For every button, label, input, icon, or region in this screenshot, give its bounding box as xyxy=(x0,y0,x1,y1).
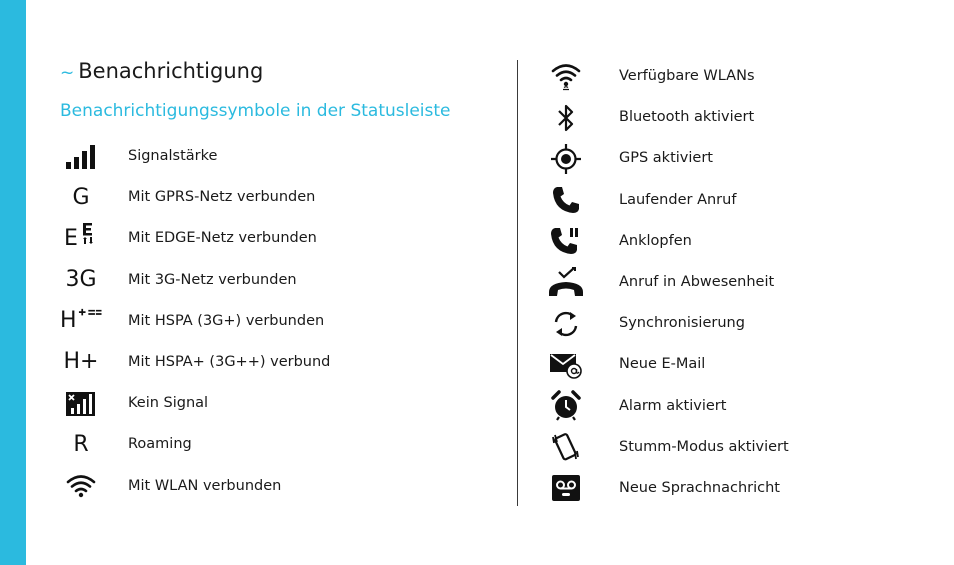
item-label: Mit HSPA+ (3G++) verbund xyxy=(128,353,331,370)
item-label: Stumm-Modus aktiviert xyxy=(619,438,789,455)
item-label: Mit 3G-Netz verbunden xyxy=(128,271,297,288)
title-prefix: ~ xyxy=(60,63,75,83)
3g-icon: 3G xyxy=(65,267,97,293)
hspa-icon: H xyxy=(60,301,102,342)
no-signal-icon xyxy=(60,383,102,424)
missed-call-icon xyxy=(545,262,587,303)
item-label: Neue Sprachnachricht xyxy=(619,479,780,496)
item-label: Mit HSPA (3G+) verbunden xyxy=(128,312,325,329)
call-waiting-icon xyxy=(545,221,587,262)
item-label: Mit EDGE-Netz verbunden xyxy=(128,230,317,247)
item-label: Mit WLAN verbunden xyxy=(128,477,282,494)
item-label: GPS aktiviert xyxy=(619,150,713,167)
hspa-plus-icon: H+ xyxy=(63,349,99,375)
wifi-available-icon xyxy=(545,56,587,97)
item-label: Signalstärke xyxy=(128,148,218,164)
gprs-icon: G xyxy=(72,184,90,210)
roaming-icon: R xyxy=(73,431,89,457)
section-subtitle: Benachrichtigungssymbole in der Statusleiste xyxy=(60,101,451,121)
item-label: Kein Signal xyxy=(128,395,209,412)
signal-strength-icon xyxy=(60,136,102,177)
item-label: Bluetooth aktiviert xyxy=(619,109,755,126)
sync-icon xyxy=(545,303,587,344)
item-label: Alarm aktiviert xyxy=(619,397,727,414)
item-label: Anruf in Abwesenheit xyxy=(619,273,775,290)
item-label: Laufender Anruf xyxy=(619,191,737,208)
alarm-icon xyxy=(545,386,587,427)
gps-icon xyxy=(545,138,587,179)
item-label: Mit GPRS-Netz verbunden xyxy=(128,189,316,206)
item-label: Neue E-Mail xyxy=(619,356,706,373)
wifi-icon xyxy=(60,466,102,507)
item-label: Synchronisierung xyxy=(619,315,745,332)
vibrate-icon xyxy=(545,427,587,468)
page-title xyxy=(60,57,263,87)
item-label: Roaming xyxy=(128,436,192,453)
bluetooth-icon xyxy=(545,97,587,138)
item-label: Verfügbare WLANs xyxy=(619,68,755,84)
item-label: Anklopfen xyxy=(619,232,692,249)
title-text: Benachrichtigung xyxy=(78,59,264,83)
edge-icon: E xyxy=(60,218,102,259)
column-divider xyxy=(517,60,518,506)
accent-side-bar xyxy=(0,0,26,565)
phone-call-icon xyxy=(545,180,587,221)
voicemail-icon xyxy=(545,468,587,509)
new-email-icon xyxy=(545,344,587,385)
